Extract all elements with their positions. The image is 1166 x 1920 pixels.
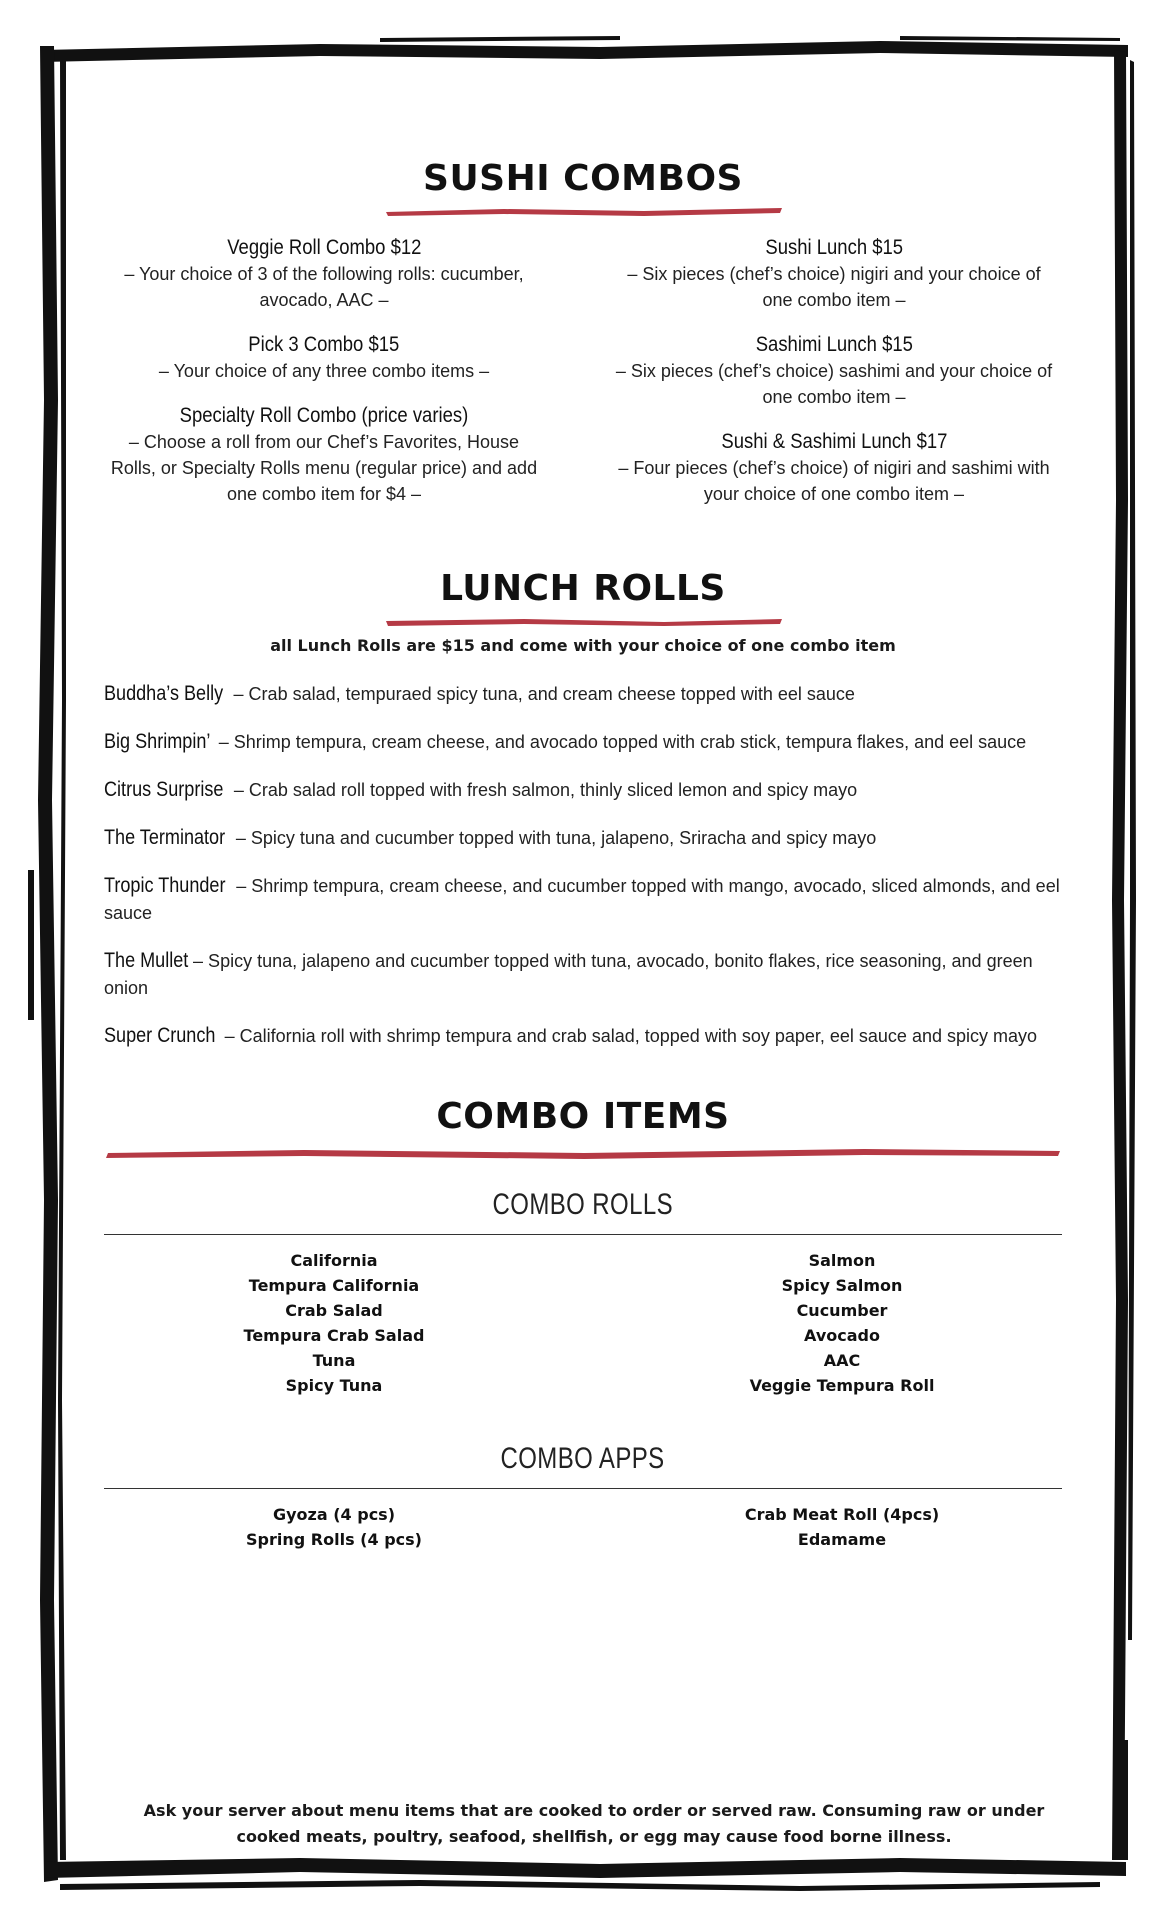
list-item: Edamame xyxy=(797,1530,887,1549)
roll-name: Big Shrimpin’ xyxy=(104,730,211,753)
sushi-combos-title: SUSHI COMBOS xyxy=(423,158,743,199)
combo-item xyxy=(104,402,544,507)
roll-description: – Shrimp tempura, cream cheese, and avocado topped with crab stick, tempura flakes, and eel sauce xyxy=(213,732,1027,752)
roll-name: Citrus Surprise xyxy=(104,778,224,801)
list-item: Salmon xyxy=(808,1251,876,1270)
roll-description: – Crab salad, tempuraed spicy tuna, and cream cheese topped with eel sauce xyxy=(228,684,855,704)
combo-description: – Six pieces (chef’s choice) sashimi and your choice of one combo item – xyxy=(615,361,1053,407)
list-item xyxy=(104,776,1062,804)
list-item: Spring Rolls (4 pcs) xyxy=(246,1530,422,1549)
list-item xyxy=(104,680,1062,708)
combo-description: – Your choice of 3 of the following rolls: cucumber, avocado, AAC – xyxy=(124,264,524,310)
roll-description: – California roll with shrimp tempura and crab salad, topped with soy paper, eel sauce and spicy mayo xyxy=(219,1026,1038,1046)
combo-item xyxy=(104,331,544,384)
list-item: Veggie Tempura Roll xyxy=(749,1376,935,1395)
combo-apps-title: COMBO APPS xyxy=(500,1442,666,1475)
list-item xyxy=(104,947,1062,1002)
combo-name: Sashimi Lunch $15 xyxy=(755,333,913,356)
combo-name: Sushi & Sashimi Lunch $17 xyxy=(720,430,947,453)
food-safety-disclaimer: Ask your server about menu items that are cooked to order or served raw. Consuming raw or under cooked meats, poultry, seafood, shellfish, or egg may cause food borne illness. xyxy=(143,1801,1045,1846)
combo-description: – Choose a roll from our Chef’s Favorites, House Rolls, or Specialty Rolls menu (regular price) and add one combo item for $4 – xyxy=(110,432,538,504)
divider xyxy=(104,1234,1062,1235)
list-item: Spicy Tuna xyxy=(285,1376,383,1395)
list-item xyxy=(104,872,1062,927)
combo-name: Sushi Lunch $15 xyxy=(765,236,903,259)
roll-description: – Spicy tuna, jalapeno and cucumber topped with tuna, avocado, bonito flakes, rice seasoning, and green onion xyxy=(104,951,1033,998)
roll-name: Super Crunch xyxy=(104,1024,216,1047)
divider xyxy=(104,1488,1062,1489)
list-item: Tempura California xyxy=(248,1276,420,1295)
lunch-rolls-title: LUNCH ROLLS xyxy=(440,568,726,609)
list-item: Crab Meat Roll (4pcs) xyxy=(744,1505,940,1524)
combo-apps-left-list xyxy=(114,1502,554,1552)
roll-description: – Spicy tuna and cucumber topped with tuna, jalapeno, Sriracha and spicy mayo xyxy=(230,828,877,848)
list-item: Gyoza (4 pcs) xyxy=(272,1505,396,1524)
combo-item xyxy=(614,428,1054,507)
combo-name: Pick 3 Combo $15 xyxy=(248,333,400,356)
roll-name: Tropic Thunder xyxy=(104,874,226,897)
list-item xyxy=(104,1022,1062,1050)
sushi-combos-left-column xyxy=(104,234,544,525)
roll-description: – Shrimp tempura, cream cheese, and cucumber topped with mango, avocado, sliced almonds, and eel sauce xyxy=(104,876,1060,923)
list-item: California xyxy=(290,1251,378,1270)
combo-items-underline xyxy=(104,1144,1062,1160)
list-item: Spicy Salmon xyxy=(781,1276,903,1295)
list-item: Avocado xyxy=(804,1326,880,1345)
menu-page xyxy=(104,0,1062,1920)
list-item: Cucumber xyxy=(796,1301,888,1320)
combo-name: Veggie Roll Combo $12 xyxy=(226,236,422,259)
combo-name: Specialty Roll Combo (price varies) xyxy=(179,404,469,427)
list-item: AAC xyxy=(823,1351,861,1370)
list-item: Tuna xyxy=(312,1351,356,1370)
roll-description: – Crab salad roll topped with fresh salmon, thinly sliced lemon and spicy mayo xyxy=(228,780,858,800)
list-item xyxy=(104,728,1062,756)
combo-description: – Six pieces (chef’s choice) nigiri and your choice of one combo item – xyxy=(627,264,1041,310)
sushi-combos-underline xyxy=(384,204,784,218)
lunch-rolls-note: all Lunch Rolls are $15 and come with your choice of one combo item xyxy=(270,636,896,655)
list-item: Crab Salad xyxy=(285,1301,383,1320)
combo-item xyxy=(104,234,544,313)
sushi-combos-right-column xyxy=(614,234,1054,525)
lunch-rolls-list xyxy=(104,680,1062,1070)
combo-rolls-title: COMBO ROLLS xyxy=(492,1188,674,1221)
lunch-rolls-underline xyxy=(384,614,784,628)
list-item: Tempura Crab Salad xyxy=(243,1326,425,1345)
combo-rolls-right-list xyxy=(622,1248,1062,1398)
combo-item xyxy=(614,234,1054,313)
list-item xyxy=(104,824,1062,852)
combo-description: – Four pieces (chef’s choice) of nigiri and sashimi with your choice of one combo item – xyxy=(618,458,1050,504)
roll-name: The Terminator xyxy=(104,826,226,849)
combo-rolls-left-list xyxy=(114,1248,554,1398)
combo-apps-right-list xyxy=(622,1502,1062,1552)
combo-description: – Your choice of any three combo items – xyxy=(158,361,490,381)
combo-item xyxy=(614,331,1054,410)
roll-name: Buddha’s Belly xyxy=(104,682,224,705)
roll-name: The Mullet xyxy=(104,949,189,972)
combo-items-title: COMBO ITEMS xyxy=(436,1096,730,1137)
